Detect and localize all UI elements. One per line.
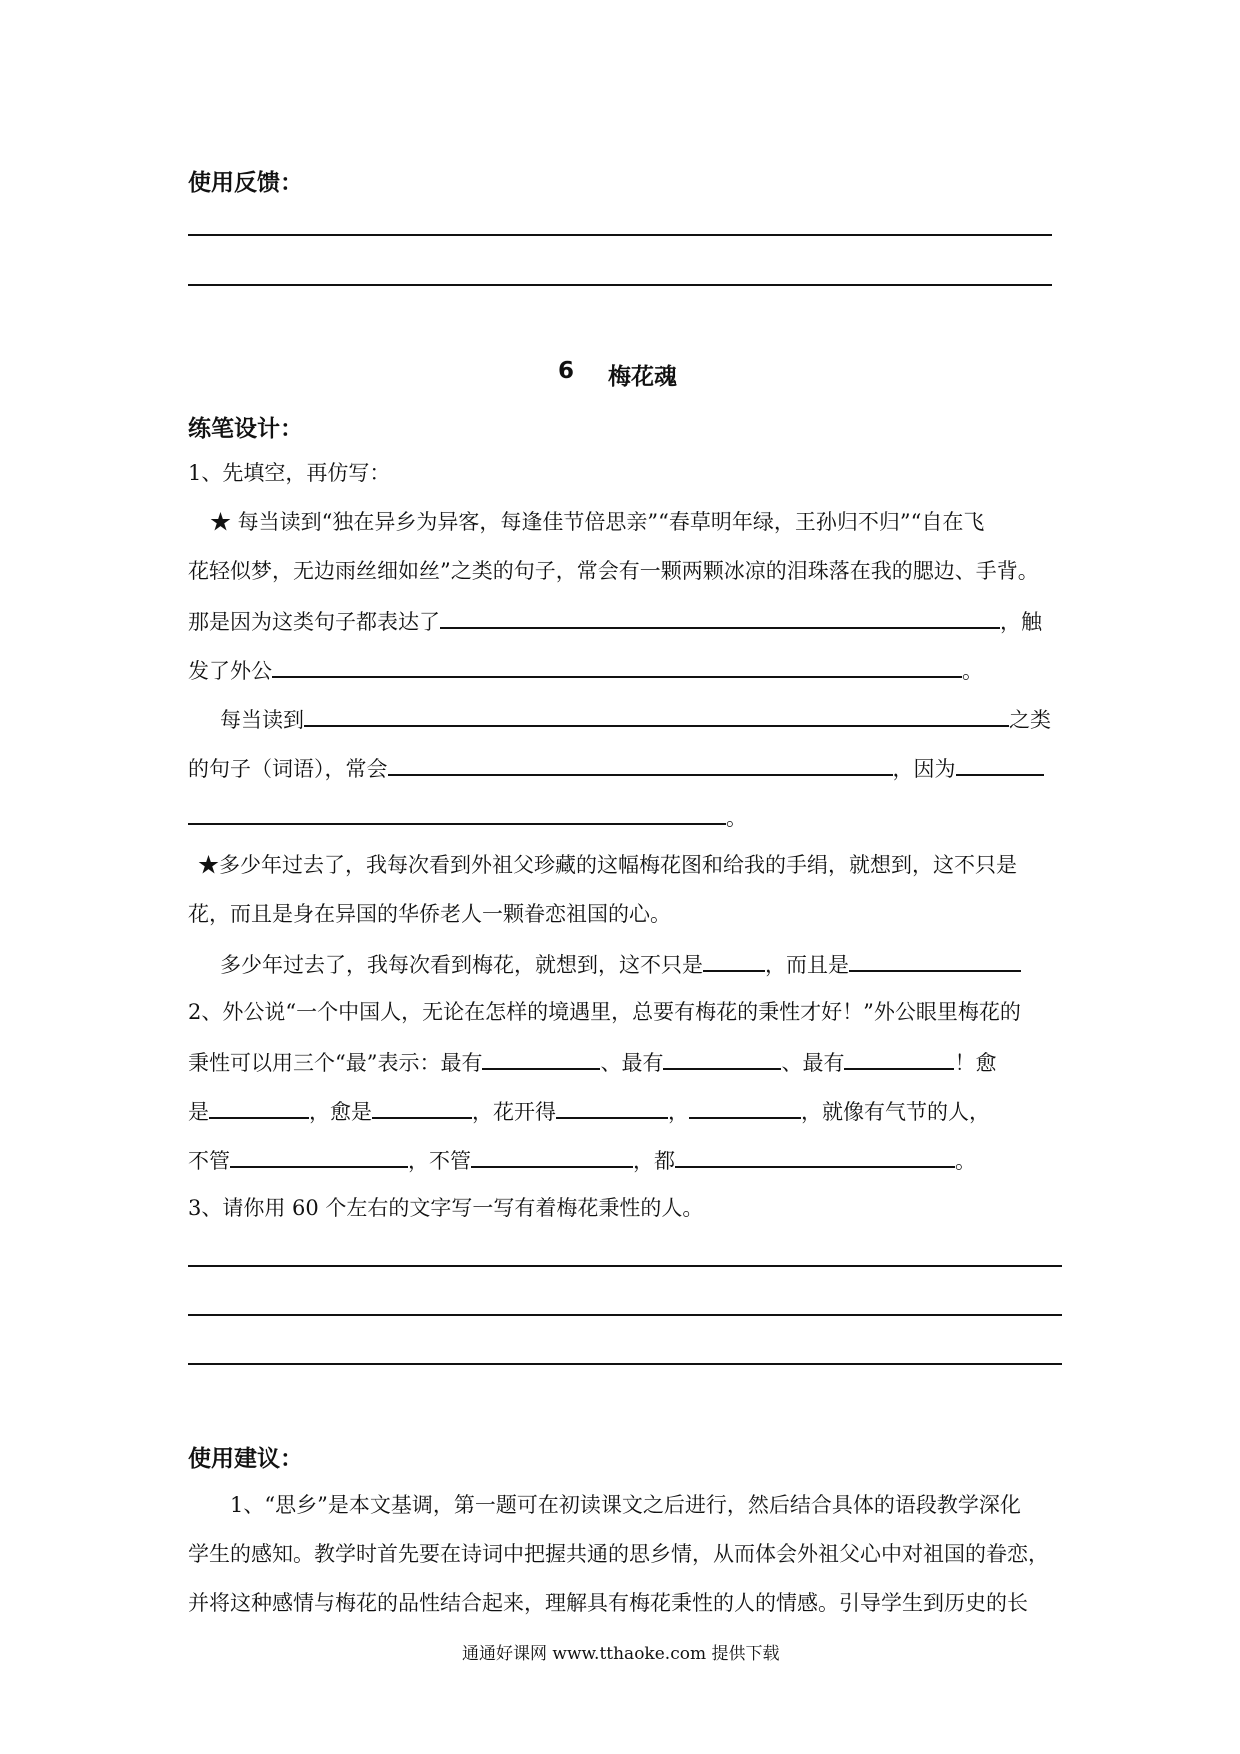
q2-line3-e: ，就像有气节的人， <box>801 1100 990 1124</box>
blank-blooms-2[interactable] <box>689 1095 801 1119</box>
blank-grandpa-triggered[interactable] <box>272 654 962 678</box>
q2-line2-end: ！愈 <box>954 1051 997 1075</box>
imitate-line2-mid: ，因为 <box>892 757 956 781</box>
q2-line2-most2: 、最有 <box>600 1051 664 1075</box>
advice-heading: 使用建议： <box>188 1446 303 1472</box>
imitate-line2 <box>188 752 1044 784</box>
blank-imitate-feeling[interactable] <box>388 752 893 776</box>
blank-blooms-1[interactable] <box>556 1095 668 1119</box>
q2-line4-a: 不管 <box>188 1149 230 1173</box>
blank-most-1[interactable] <box>482 1046 600 1070</box>
blank-imitate-because-start[interactable] <box>956 752 1044 776</box>
imitate-line4-mid: ，而且是 <box>765 953 849 977</box>
q1-star2-line2: 花，而且是身在异国的华侨老人一颗眷恋祖国的心。 <box>188 902 671 926</box>
q1-star1-line3-text: 那是因为这类句子都表达了 <box>188 610 440 634</box>
q2-line1: 2、外公说“一个中国人，无论在怎样的境遇里，总要有梅花的秉性才好！”外公眼里梅花的 <box>188 1000 1021 1024</box>
blank-most-3[interactable] <box>844 1046 954 1070</box>
blank-the-more-1[interactable] <box>209 1095 309 1119</box>
q1-star2-line1: ★多少年过去了，我每次看到外祖父珍藏的这幅梅花图和给我的手绢，就想到，这不只是 <box>198 853 1017 877</box>
lesson-title: 梅花魂 <box>608 364 677 390</box>
blank-but-also[interactable] <box>849 948 1021 972</box>
q1-star1-line2: 花轻似梦，无边雨丝细如丝”之类的句子，常会有一颗两颗冰凉的泪珠落在我的腮边、手背。 <box>188 559 1039 583</box>
q1-star1-line4 <box>188 654 983 686</box>
q2-line4 <box>188 1144 976 1176</box>
blank-regardless-2[interactable] <box>471 1144 633 1168</box>
q2-line2 <box>188 1046 996 1078</box>
q1-star1-line4-text: 发了外公 <box>188 659 272 683</box>
q1-star1-line4-end: 。 <box>962 659 983 683</box>
blank-imitate-sentence[interactable] <box>304 703 1009 727</box>
q1-star1-line1: ★ 每当读到“独在异乡为异客，每逢佳节倍思亲”“春草明年绿，王孙归不归”“自在飞 <box>210 510 985 534</box>
feedback-heading: 使用反馈： <box>188 170 303 196</box>
advice-line-1: 1、“思乡”是本文基调，第一题可在初读课文之后进行，然后结合具体的语段教学深化 <box>230 1493 1021 1517</box>
q1-label: 1、先填空，再仿写： <box>188 461 391 485</box>
q2-line2-text: 秉性可以用三个“最”表示：最有 <box>188 1051 483 1075</box>
q3-label: 3、请你用 60 个左右的文字写一写有着梅花秉性的人。 <box>188 1196 704 1220</box>
imitate-line2-text: 的句子（词语），常会 <box>188 757 388 781</box>
q2-line3 <box>188 1095 990 1127</box>
q3-answer-line-3[interactable] <box>188 1363 1062 1365</box>
lesson-number: 6 <box>558 358 575 384</box>
q2-line4-d: 。 <box>955 1149 976 1173</box>
q1-star1-line3-end: ，触 <box>1000 610 1042 634</box>
imitate-line4 <box>220 948 1021 980</box>
exercise-heading: 练笔设计： <box>188 416 303 442</box>
q2-line3-c: ，花开得 <box>472 1100 556 1124</box>
imitate-line1-text: 每当读到 <box>220 708 304 732</box>
blank-always[interactable] <box>675 1144 955 1168</box>
q2-line3-a: 是 <box>188 1100 209 1124</box>
imitate-line3-end: 。 <box>726 806 747 830</box>
q2-line2-most3: 、最有 <box>781 1051 845 1075</box>
q2-line3-b: ，愈是 <box>309 1100 372 1124</box>
feedback-line-2 <box>188 284 1052 286</box>
advice-line-2: 学生的感知。教学时首先要在诗词中把握共通的思乡情，从而体会外祖父心中对祖国的眷恋， <box>188 1542 1049 1566</box>
q1-star1-line3 <box>188 605 1042 637</box>
imitate-line3 <box>188 801 747 833</box>
advice-line-3: 并将这种感情与梅花的品性结合起来，理解具有梅花秉性的人的情感。引导学生到历史的长 <box>188 1591 1028 1615</box>
feedback-line-1 <box>188 234 1052 236</box>
footer-text: 通通好课网 www.tthaoke.com 提供下载 <box>462 1644 780 1664</box>
imitate-line1-end: 之类 <box>1009 708 1051 732</box>
blank-the-more-2[interactable] <box>372 1095 472 1119</box>
blank-most-2[interactable] <box>663 1046 781 1070</box>
q2-line4-b: ，不管 <box>408 1149 471 1173</box>
q3-answer-line-2[interactable] <box>188 1314 1062 1316</box>
q3-answer-line-1[interactable] <box>188 1265 1062 1267</box>
blank-expressed[interactable] <box>440 605 1000 629</box>
q2-line4-c: ，都 <box>633 1149 675 1173</box>
blank-not-only[interactable] <box>703 948 765 972</box>
imitate-line4-text: 多少年过去了，我每次看到梅花，就想到，这不只是 <box>220 953 703 977</box>
blank-regardless-1[interactable] <box>230 1144 408 1168</box>
imitate-line1 <box>220 703 1051 735</box>
blank-imitate-because[interactable] <box>188 801 726 825</box>
q2-line3-d: ， <box>668 1100 689 1124</box>
